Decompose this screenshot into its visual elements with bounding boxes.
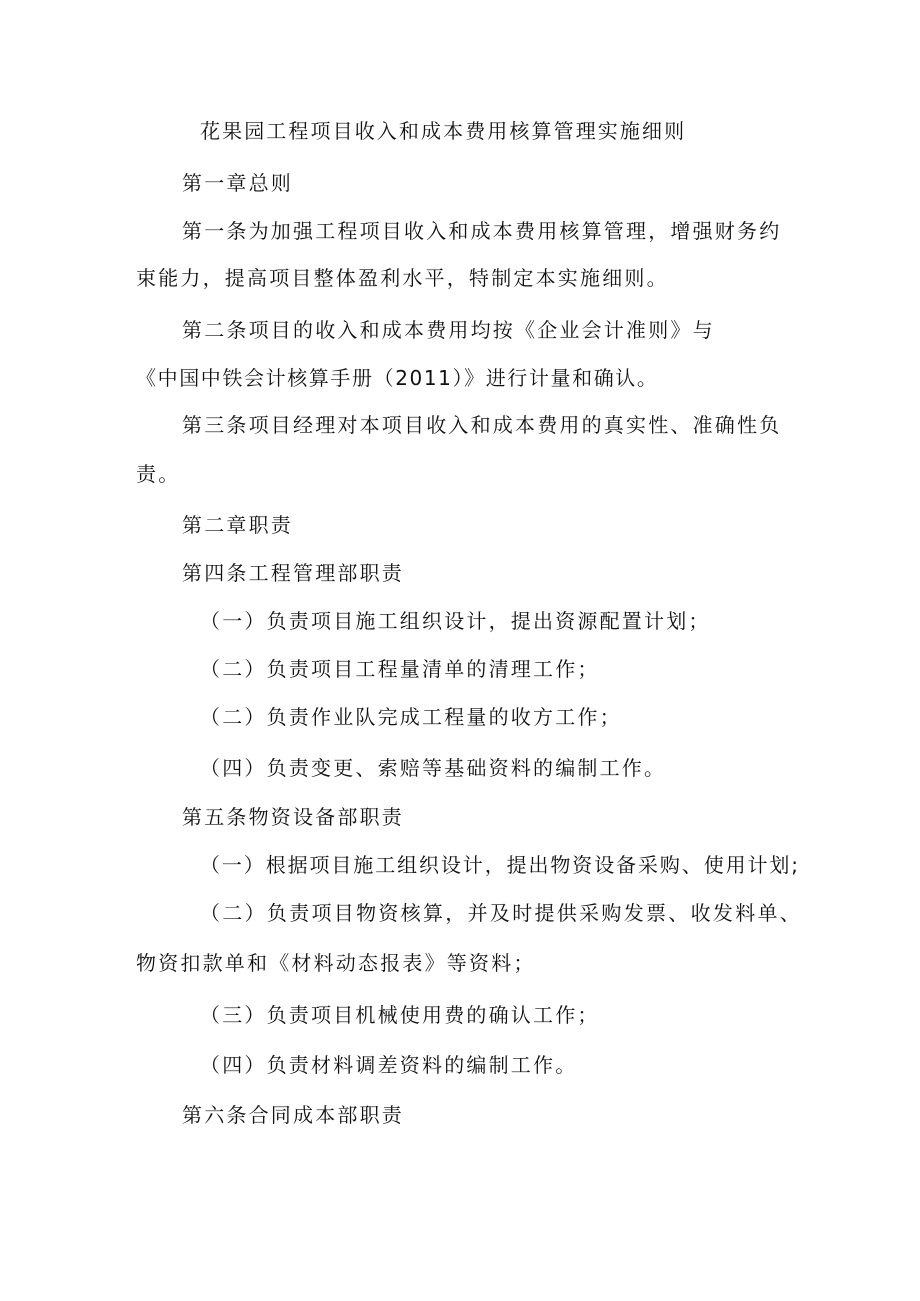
article-text: 责。: [136, 462, 181, 486]
list-item: （一）根据项目施工组织设计，提出物资设备采购、使用计划;: [200, 853, 800, 877]
list-item: （二）负责项目工程量清单的清理工作；: [200, 657, 600, 681]
article-text: 《中国中铁会计核算手册（2011）》进行计量和确认。: [136, 366, 659, 390]
article-text: 第三条项目经理对本项目收入和成本费用的真实性、准确性负: [182, 413, 782, 437]
list-item: （二）负责项目物资核算，并及时提供采购发票、收发料单、: [200, 901, 803, 925]
list-item: （一）负责项目施工组织设计，提出资源配置计划；: [200, 609, 711, 633]
article-heading: 第六条合同成本部职责: [182, 1103, 404, 1127]
list-item: （四）负责材料调差资料的编制工作。: [200, 1053, 578, 1077]
article-heading: 第四条工程管理部职责: [182, 561, 404, 585]
article-text: 束能力，提高项目整体盈利水平，特制定本实施细则。: [136, 266, 669, 290]
list-item: （四）负责变更、索赔等基础资料的编制工作。: [200, 756, 667, 780]
list-item: 物资扣款单和《材料动态报表》等资料；: [136, 951, 536, 975]
article-text: 第二条项目的收入和成本费用均按《企业会计准则》与: [182, 318, 715, 342]
article-text: 第一条为加强工程项目收入和成本费用核算管理，增强财务约: [182, 219, 782, 243]
article-heading: 第五条物资设备部职责: [182, 805, 404, 829]
list-item: （三）负责项目机械使用费的确认工作；: [200, 1003, 600, 1027]
document-title: 花果园工程项目收入和成本费用核算管理实施细则: [200, 119, 687, 143]
chapter-heading: 第一章总则: [182, 171, 293, 195]
chapter-heading: 第二章职责: [182, 513, 293, 537]
list-item: （二）负责作业队完成工程量的收方工作；: [200, 705, 622, 729]
